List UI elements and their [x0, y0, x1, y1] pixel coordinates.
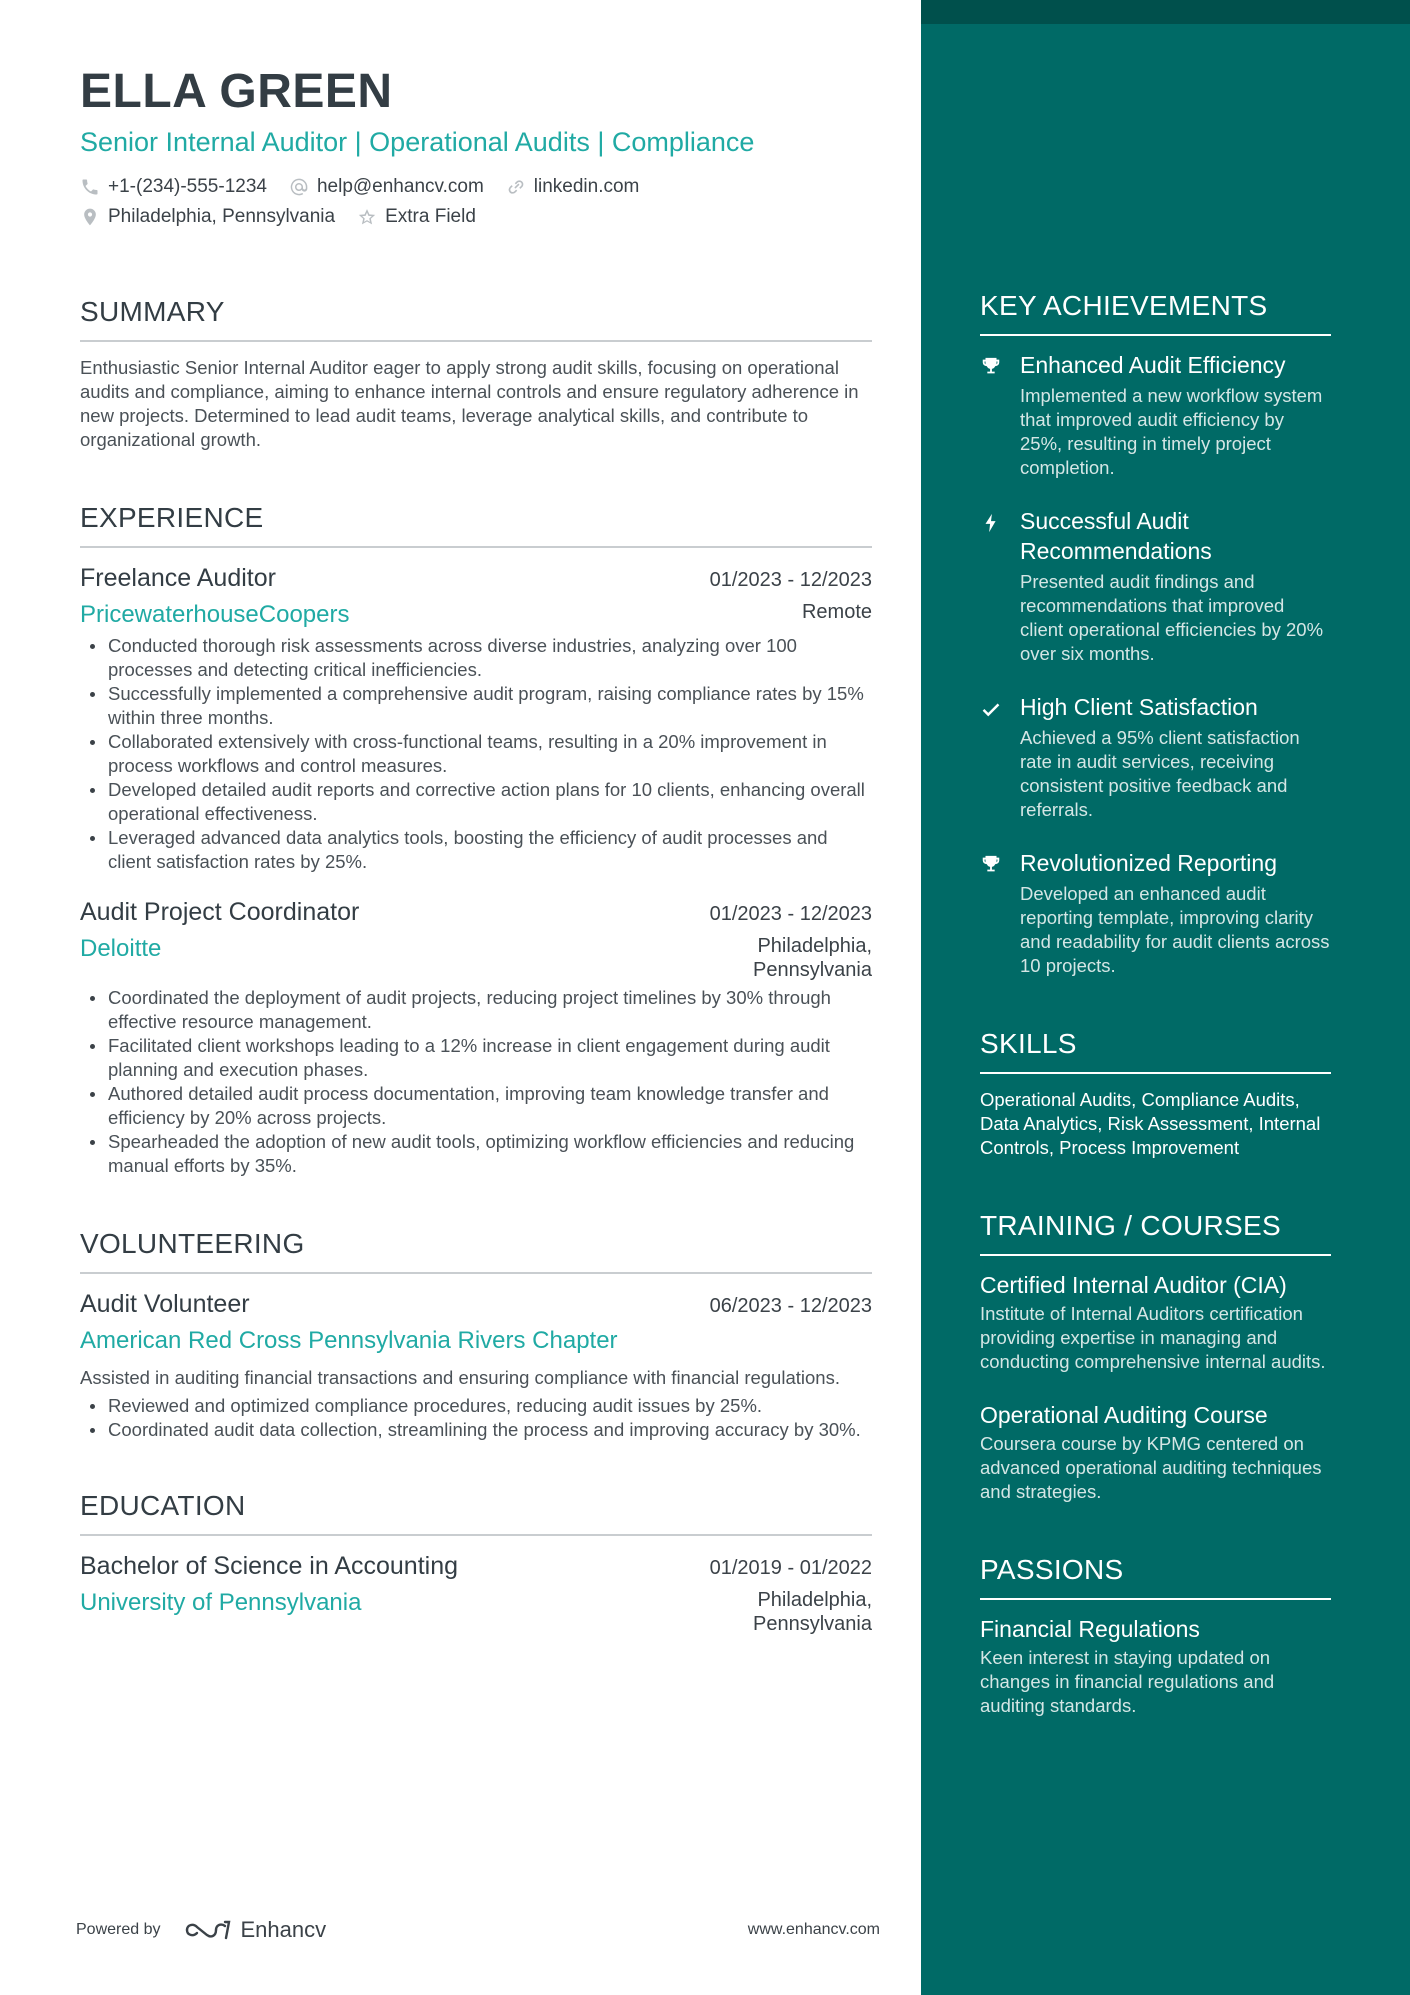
phone-icon	[80, 177, 100, 197]
job-dates: 01/2023 - 12/2023	[709, 569, 872, 591]
job-location: Philadelphia, Pennsylvania	[753, 935, 872, 981]
volunteering-title: VOLUNTEERING	[80, 1226, 872, 1274]
volunteering-section	[80, 1226, 872, 1442]
email-text: help@enhancv.com	[316, 176, 484, 197]
bullet-item: Conducted thorough risk assessments across diverse industries, analyzing over 100 processes and detecting critical inefficiencies.	[80, 634, 872, 682]
experience-entry	[80, 562, 872, 874]
school-location: Philadelphia, Pennsylvania	[753, 1589, 872, 1635]
star-icon	[357, 207, 377, 227]
achievement-desc: Achieved a 95% client satisfaction rate in audit services, receiving consistent positive feedback and referrals.	[1020, 727, 1300, 820]
volunteer-bullets	[80, 1394, 872, 1442]
contact-email[interactable]	[289, 176, 484, 198]
headline: Senior Internal Auditor | Operational Audits | Compliance	[80, 127, 755, 157]
achievement-item	[980, 692, 1331, 822]
bullet-item: Coordinated the deployment of audit projects, reducing project timelines by 30% through effective resource management.	[80, 986, 872, 1034]
bullet-item: Spearheaded the adoption of new audit tools, optimizing workflow efficiencies and reducing manual efforts by 35%.	[80, 1130, 872, 1178]
education-section	[80, 1488, 872, 1636]
passion-title: Financial Regulations	[980, 1616, 1200, 1642]
achievement-title: High Client Satisfaction	[1020, 694, 1258, 720]
contact-linkedin[interactable]	[506, 176, 640, 198]
achievement-item	[980, 506, 1331, 666]
enhancv-logo-icon	[185, 1918, 231, 1942]
achievement-desc: Developed an enhanced audit reporting template, improving clarity and readability for audit clients across 10 projects.	[1020, 883, 1330, 976]
job-dates: 01/2023 - 12/2023	[709, 903, 872, 925]
bullet-item: Reviewed and optimized compliance procedures, reducing audit issues by 25%.	[80, 1394, 872, 1418]
sidebar	[921, 0, 1410, 1995]
main-column	[80, 60, 872, 1636]
course-item	[980, 1270, 1331, 1374]
training-title: TRAINING / COURSES	[980, 1208, 1331, 1256]
link-icon	[506, 177, 526, 197]
course-title: Certified Internal Auditor (CIA)	[980, 1272, 1287, 1298]
school-name: University of Pennsylvania	[80, 1589, 362, 1616]
passion-desc: Keen interest in staying updated on changes in financial regulations and auditing standards.	[980, 1647, 1275, 1716]
experience-entry	[80, 896, 872, 1178]
contact-phone[interactable]	[80, 176, 267, 198]
check-icon	[980, 698, 1002, 720]
trophy-icon	[980, 854, 1002, 876]
passions-title: PASSIONS	[980, 1552, 1331, 1600]
contact-extra	[357, 206, 476, 228]
company-name: Deloitte	[80, 935, 162, 962]
achievement-item	[980, 350, 1331, 480]
location-pin-icon	[80, 207, 100, 227]
education-title: EDUCATION	[80, 1488, 872, 1536]
bullet-item: Successfully implemented a comprehensive audit program, raising compliance rates by 15% within three months.	[80, 682, 872, 730]
achievement-title: Successful Audit Recommendations	[1020, 508, 1212, 564]
volunteering-entry	[80, 1288, 872, 1442]
bullet-item: Leveraged advanced data analytics tools, boosting the efficiency of audit processes and client satisfaction rates by 25%.	[80, 826, 872, 874]
contact-row-1	[80, 172, 872, 202]
job-title: Freelance Auditor	[80, 564, 276, 592]
volunteer-role: Audit Volunteer	[80, 1290, 250, 1318]
achievements-title: KEY ACHIEVEMENTS	[980, 288, 1331, 336]
passions-section	[980, 1552, 1331, 1718]
skills-list: Operational Audits, Compliance Audits, Data Analytics, Risk Assessment, Internal Controls, Process Improvement	[980, 1089, 1321, 1158]
contact-info	[80, 172, 872, 232]
bullet-item: Coordinated audit data collection, streamlining the process and improving accuracy by 30%.	[80, 1418, 872, 1442]
bolt-icon	[980, 512, 1002, 534]
company-name: PricewaterhouseCoopers	[80, 601, 350, 628]
experience-title: EXPERIENCE	[80, 500, 872, 548]
passion-item	[980, 1614, 1331, 1718]
skills-section	[980, 1026, 1331, 1160]
candidate-name: ELLA GREEN	[80, 65, 393, 118]
footer	[76, 1915, 880, 1945]
job-bullets	[80, 986, 872, 1178]
course-title: Operational Auditing Course	[980, 1402, 1268, 1428]
bullet-item: Developed detailed audit reports and corrective action plans for 10 clients, enhancing overall operational effectiveness.	[80, 778, 872, 826]
volunteer-organization: American Red Cross Pennsylvania Rivers Chapter	[80, 1327, 618, 1354]
summary-text: Enthusiastic Senior Internal Auditor eager to apply strong audit skills, focusing on operational audits and compliance, aiming to enhance internal controls and ensure regulatory adherence in new projects. Determined to lead audit teams, leverage analytical skills, and contribute to organizational growth.	[80, 357, 859, 450]
volunteer-description: Assisted in auditing financial transactions and ensuring compliance with financial regulations.	[80, 1367, 840, 1388]
job-title: Audit Project Coordinator	[80, 898, 360, 926]
bullet-item: Authored detailed audit process documentation, improving team knowledge transfer and efficiency by 20% across projects.	[80, 1082, 872, 1130]
powered-by-text: Powered by	[76, 1921, 161, 1938]
at-icon	[289, 177, 309, 197]
contact-location	[80, 206, 335, 228]
achievement-title: Revolutionized Reporting	[1020, 850, 1277, 876]
course-item	[980, 1400, 1331, 1504]
degree-title: Bachelor of Science in Accounting	[80, 1552, 459, 1580]
experience-section	[80, 500, 872, 1178]
location-text: Philadelphia, Pennsylvania	[108, 206, 336, 227]
contact-row-2	[80, 202, 872, 232]
achievement-desc: Presented audit findings and recommendations that improved client operational efficiencies by 20% over six months.	[1020, 571, 1324, 664]
job-bullets	[80, 634, 872, 874]
summary-title: SUMMARY	[80, 294, 872, 342]
job-location: Remote	[801, 601, 872, 623]
bullet-item: Collaborated extensively with cross-functional teams, resulting in a 20% improvement in process workflows and control measures.	[80, 730, 872, 778]
bullet-item: Facilitated client workshops leading to a 12% increase in client engagement during audit planning and execution phases.	[80, 1034, 872, 1082]
trophy-icon	[980, 356, 1002, 378]
linkedin-text: linkedin.com	[533, 176, 640, 197]
achievement-title: Enhanced Audit Efficiency	[1020, 352, 1286, 378]
website-link[interactable]: www.enhancv.com	[747, 1921, 880, 1938]
enhancv-logo[interactable]	[185, 1917, 327, 1943]
summary-section	[80, 294, 872, 452]
volunteer-dates: 06/2023 - 12/2023	[709, 1295, 872, 1317]
sidebar-top-band	[921, 0, 1410, 24]
achievements-section	[980, 288, 1331, 978]
achievement-desc: Implemented a new workflow system that improved audit efficiency by 25%, resulting in timely project completion.	[1020, 385, 1323, 478]
education-dates: 01/2019 - 01/2022	[709, 1557, 872, 1579]
course-desc: Coursera course by KPMG centered on advanced operational auditing techniques and strategies.	[980, 1433, 1322, 1502]
course-desc: Institute of Internal Auditors certification providing expertise in managing and conducting comprehensive internal audits.	[980, 1303, 1326, 1372]
achievement-item	[980, 848, 1331, 978]
training-section	[980, 1208, 1331, 1504]
extra-text: Extra Field	[385, 206, 476, 227]
phone-text: +1-(234)-555-1234	[108, 176, 267, 197]
education-entry	[80, 1550, 872, 1636]
brand-name: Enhancv	[240, 1917, 327, 1942]
skills-title: SKILLS	[980, 1026, 1331, 1074]
